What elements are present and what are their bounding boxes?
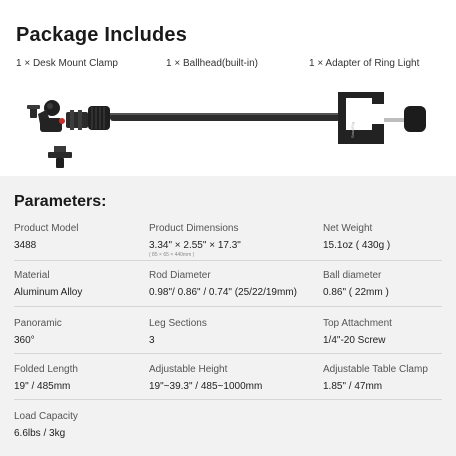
param-cell	[323, 318, 392, 346]
param-value: 19"~39.3" / 485~1000mm	[149, 381, 263, 392]
param-cell	[323, 364, 428, 392]
package-item-ballhead: 1 × Ballhead(built-in)	[166, 58, 258, 69]
param-cell	[14, 364, 78, 392]
ballhead-illustration	[27, 100, 88, 132]
param-row	[14, 364, 442, 410]
param-cell	[149, 318, 207, 346]
param-row	[14, 411, 442, 456]
divider	[14, 306, 442, 307]
param-cell	[149, 364, 262, 392]
param-cell	[14, 411, 78, 439]
desk-clamp-illustration	[338, 92, 426, 144]
param-label: Folded Length	[14, 364, 78, 375]
param-label: Load Capacity	[14, 411, 78, 422]
package-title: Package Includes	[16, 24, 188, 46]
package-items	[16, 58, 446, 72]
parameters-section	[0, 176, 456, 456]
param-value: 19" / 485mm	[14, 381, 71, 392]
param-cell	[14, 318, 62, 346]
product-image	[0, 84, 456, 176]
param-label: Adjustable Height	[149, 364, 228, 375]
param-row	[14, 270, 442, 316]
parameters-title: Parameters:	[14, 193, 107, 210]
param-label: Net Weight	[323, 223, 373, 234]
param-value: 1/4"-20 Screw	[323, 335, 386, 346]
param-value: 15.1oz ( 430g )	[323, 240, 391, 251]
param-value: 1.85" / 47mm	[323, 381, 383, 392]
param-cell	[149, 270, 297, 298]
param-label: Rod Diameter	[149, 270, 211, 281]
param-row	[14, 318, 442, 364]
param-cell	[149, 223, 241, 258]
ring-light-adapter-illustration	[48, 146, 72, 168]
param-subvalue: ( 85 × 65 × 440mm )	[149, 252, 195, 258]
package-section	[0, 0, 456, 176]
param-value: 0.98"/ 0.86" / 0.74" (25/22/19mm)	[149, 287, 297, 298]
param-cell	[323, 223, 390, 251]
package-item-adapter: 1 × Adapter of Ring Light	[309, 58, 420, 69]
param-label: Ball diameter	[323, 270, 382, 281]
param-label: Product Dimensions	[149, 223, 239, 234]
param-cell	[323, 270, 389, 298]
divider	[14, 260, 442, 261]
extension-rod-illustration	[110, 113, 340, 121]
param-cell	[14, 223, 78, 251]
rod-knob-illustration	[88, 106, 110, 130]
param-value: 360°	[14, 335, 35, 346]
param-value: 3	[149, 335, 155, 346]
param-label: Top Attachment	[323, 318, 392, 329]
param-label: Product Model	[14, 223, 79, 234]
param-value: 3.34" × 2.55" × 17.3"	[149, 240, 241, 251]
param-label: Adjustable Table Clamp	[323, 364, 428, 375]
param-cell	[14, 270, 82, 298]
brand-mark: SmallRig	[350, 121, 355, 138]
param-value: Aluminum Alloy	[14, 287, 83, 298]
param-label: Panoramic	[14, 318, 62, 329]
package-item-clamp: 1 × Desk Mount Clamp	[16, 58, 118, 69]
param-value: 6.6lbs / 3kg	[14, 428, 66, 439]
param-label: Material	[14, 270, 50, 281]
divider	[14, 399, 442, 400]
param-value: 0.86" ( 22mm )	[323, 287, 389, 298]
param-value: 3488	[14, 240, 37, 251]
param-row	[14, 223, 442, 269]
param-label: Leg Sections	[149, 318, 207, 329]
divider	[14, 353, 442, 354]
